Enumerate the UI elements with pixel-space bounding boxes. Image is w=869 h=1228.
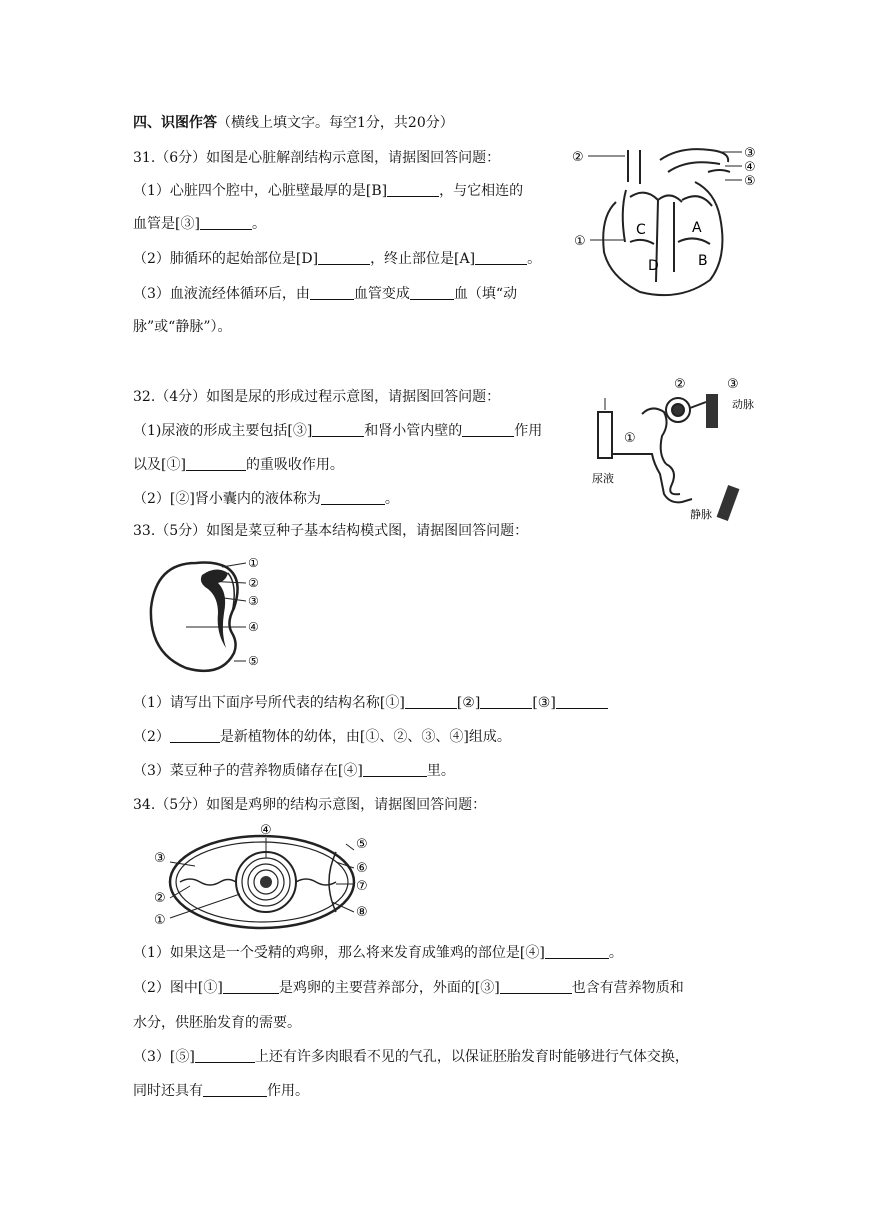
q33-part2	[133, 728, 511, 746]
q31-p2a: （2）肺循环的起始部位是[D]	[133, 251, 319, 267]
q33-part3	[133, 762, 455, 780]
q31-p1a: （1）心脏四个腔中，心脏壁最厚的是[B]	[133, 183, 388, 199]
heart-label-1: ①	[574, 234, 586, 249]
answer-blank[interactable]	[556, 694, 608, 709]
q34-part3-line2	[133, 1082, 309, 1100]
answer-blank[interactable]	[312, 422, 364, 437]
nephron-label-1: ①	[624, 431, 636, 446]
egg-label-4: ④	[260, 823, 272, 838]
egg-label-6: ⑥	[356, 861, 368, 876]
egg-diagram	[150, 822, 385, 932]
heart-label-4: ④	[744, 160, 756, 175]
q31-p1b: ，与它相连的	[439, 183, 524, 199]
q31-p3a: （3）血液流经体循环后，由	[133, 286, 310, 302]
egg-label-1: ①	[154, 913, 166, 928]
answer-blank[interactable]	[321, 490, 385, 505]
bean-seed-diagram	[146, 553, 276, 678]
q33-p1a: （1）请写出下面序号所代表的结构名称[①]	[133, 695, 405, 711]
answer-blank[interactable]	[410, 285, 454, 300]
nephron-diagram	[582, 374, 772, 524]
egg-label-2: ②	[154, 891, 166, 906]
seed-label-5: ⑤	[248, 654, 259, 668]
q33-p3a: （3）菜豆种子的营养物质储存在[④]	[133, 763, 363, 779]
q34-p2b: 是鸡卵的主要营养部分，外面的[③]	[278, 980, 500, 996]
answer-blank[interactable]	[500, 979, 572, 994]
q32-p2b: 。	[384, 491, 399, 507]
answer-blank[interactable]	[195, 1048, 255, 1063]
q32-p1c: 作用	[514, 423, 543, 439]
egg-label-3: ③	[154, 851, 166, 866]
nephron-label-urine: 尿液	[592, 472, 614, 485]
q33-p2b: 是新植物体的幼体，由[①、②、③、④]组成。	[219, 729, 511, 745]
egg-label-8: ⑧	[356, 905, 368, 920]
heart-label-2: ②	[572, 150, 584, 165]
answer-blank[interactable]	[480, 694, 532, 709]
q33-part1	[133, 694, 608, 712]
answer-blank[interactable]	[363, 762, 427, 777]
section-heading-line	[133, 114, 454, 132]
answer-blank[interactable]	[318, 250, 370, 265]
q31-p1c: 血管是[③]	[133, 216, 200, 232]
q33-p3b: 里。	[426, 763, 455, 779]
nephron-label-vein: 静脉	[690, 508, 712, 521]
q34-part2-line2: 水分，供胚胎发育的需要。	[133, 1015, 301, 1031]
heart-label-B: B	[698, 253, 708, 269]
q33-p2a: （2）	[133, 729, 170, 745]
q31-part1-line1	[133, 182, 523, 200]
seed-label-2: ②	[248, 576, 259, 590]
q32-part2	[133, 490, 399, 508]
q31-p3c: 血（填“动	[453, 286, 518, 302]
section-heading: 四、识图作答	[133, 115, 217, 131]
q34-p1a: （1）如果这是一个受精的鸡卵，那么将来发育成雏鸡的部位是[④]	[133, 945, 545, 961]
answer-blank[interactable]	[186, 456, 246, 471]
q32-p1e: 的重吸收作用。	[245, 457, 344, 473]
q32-p1a: （1)尿液的形成主要包括[③]	[133, 423, 313, 439]
q34-part1	[133, 944, 623, 962]
answer-blank[interactable]	[200, 215, 252, 230]
q31-part3-line2: 脉”或“静脉”）。	[133, 319, 232, 335]
answer-blank[interactable]	[462, 422, 514, 437]
q33-stem: 33.（5分）如图是菜豆种子基本结构模式图，请据图回答问题：	[133, 523, 529, 539]
q31-p1d: 。	[251, 216, 266, 232]
q34-p3a: （3）[⑤]	[133, 1049, 195, 1065]
answer-blank[interactable]	[475, 250, 527, 265]
answer-blank[interactable]	[387, 182, 439, 197]
answer-blank[interactable]	[545, 944, 609, 959]
heart-label-5: ⑤	[744, 174, 756, 189]
nephron-label-3: ③	[727, 377, 739, 392]
q32-p1d: 以及[①]	[133, 457, 186, 473]
q34-p2a: （2）图中[①]	[133, 980, 223, 996]
answer-blank[interactable]	[310, 285, 354, 300]
q31-p2c: 。	[527, 251, 542, 267]
q34-part3-line1	[133, 1048, 689, 1066]
q34-p1b: 。	[608, 945, 623, 961]
q31-p3b: 血管变成	[353, 286, 410, 302]
heart-label-3: ③	[744, 146, 756, 161]
egg-label-5: ⑤	[356, 837, 368, 852]
nephron-label-artery: 动脉	[732, 398, 754, 411]
q31-part2	[133, 250, 541, 268]
heart-label-C: C	[636, 222, 646, 238]
q32-p2a: （2）[②]肾小囊内的液体称为	[133, 491, 321, 507]
answer-blank[interactable]	[405, 694, 457, 709]
q34-stem: 34.（5分）如图是鸡卵的结构示意图，请据图回答问题：	[133, 797, 487, 813]
q31-part3-line1	[133, 285, 517, 303]
q31-p2b: ，终止部位是[A]	[370, 251, 476, 267]
q31-part1-line2	[133, 215, 266, 233]
q33-p1c: [③]	[532, 695, 556, 711]
seed-label-3: ③	[248, 594, 259, 608]
q32-part1-line1	[133, 422, 542, 440]
nephron-label-2: ②	[674, 377, 686, 392]
heart-label-A: A	[692, 220, 702, 236]
q34-part2-line1	[133, 979, 684, 997]
q32-stem: 32.（4分）如图是尿的形成过程示意图，请据图回答问题：	[133, 389, 501, 405]
heart-label-D: D	[648, 258, 659, 274]
seed-label-4: ④	[248, 620, 259, 634]
answer-blank[interactable]	[223, 979, 279, 994]
q32-part1-line2	[133, 456, 344, 474]
q31-stem: 31.（6分）如图是心脏解剖结构示意图，请据图回答问题：	[133, 150, 501, 166]
q32-p1b: 和肾小管内壁的	[364, 423, 463, 439]
heart-diagram	[570, 142, 765, 302]
section-note: （横线上填文字。每空1分，共20分）	[217, 115, 454, 131]
q34-p3c: 同时还具有	[133, 1083, 203, 1099]
seed-label-1: ①	[248, 556, 259, 570]
answer-blank[interactable]	[170, 728, 220, 743]
q33-p1b: [②]	[456, 695, 481, 711]
answer-blank[interactable]	[203, 1082, 267, 1097]
q34-p3d: 作用。	[267, 1083, 309, 1099]
q34-p2c: 也含有营养物质和	[571, 980, 684, 996]
egg-label-7: ⑦	[356, 879, 368, 894]
q34-p3b: 上还有许多肉眼看不见的气孔，以保证胚胎发育时能够进行气体交换，	[254, 1049, 689, 1065]
